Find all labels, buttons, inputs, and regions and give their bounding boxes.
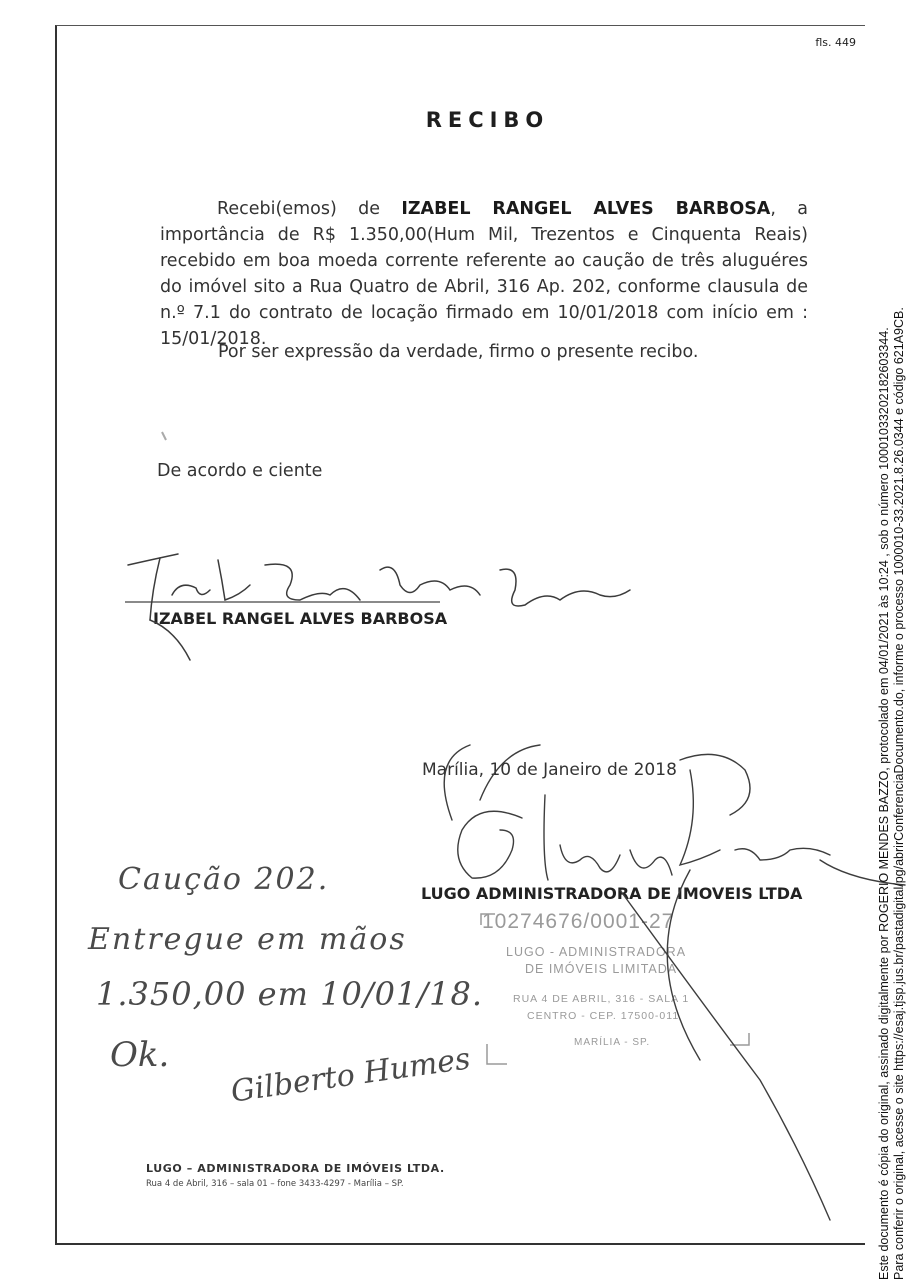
note-line3: 1.350,00 em 10/01/18. <box>96 975 484 1013</box>
tenant-signature <box>128 554 630 660</box>
stamp-line4: CENTRO - CEP. 17500-011 <box>527 1010 680 1022</box>
tenant-name-printed: IZABEL RANGEL ALVES BARBOSA <box>153 609 448 628</box>
side-notice-line2: Para conferir o original, acesse o site https://esaj.tjsp.jus.br/pastadigital/pg/abrirConferenciaDocumento.do, informe o processo 1000010-33.2021.8.26.0344 e código 621A9CB. <box>892 307 906 1280</box>
document-title: RECIBO <box>425 108 550 132</box>
company-signature <box>444 745 905 1220</box>
stamp-line1: LUGO - ADMINISTRADORA <box>506 945 687 959</box>
footer-address: Rua 4 de Abril, 316 – sala 01 – fone 3433-4297 - Marília – SP. <box>146 1179 404 1189</box>
note-signature: Gilberto Humes <box>228 1041 473 1110</box>
note-line2: Entregue em mãos <box>88 922 407 957</box>
stamp-line5: MARÍLIA - SP. <box>574 1037 651 1048</box>
place-date: Marília, 10 de Janeiro de 2018 <box>422 760 677 780</box>
received-prefix: Recebi(emos) de <box>217 199 380 219</box>
received-text: , a importância de R$ 1.350,00(Hum Mil, Trezentos e Cinquenta Reais) recebido em boa moeda corrente referente ao caução de três aluguéres do imóvel sito a Rua Quatro de Abril, 316 Ap. 202, conforme clausula de n.º 7.1 do contrato de locação firmado em 10/01/2018 com início em : 15/01/2018. <box>160 199 808 349</box>
stamp-line3: RUA 4 DE ABRIL, 316 - SALA 1 <box>513 993 690 1005</box>
note-line1: Caução 202. <box>118 862 330 897</box>
footer-company: LUGO – ADMINISTRADORA DE IMÓVEIS LTDA. <box>146 1162 445 1175</box>
note-line4: Ok. <box>110 1035 170 1075</box>
side-notice <box>877 10 907 1280</box>
company-name-printed: LUGO ADMINISTRADORA DE IMOVEIS LTDA <box>421 884 803 903</box>
truth-statement: Por ser expressão da verdade, firmo o presente recibo. <box>218 342 699 362</box>
stamp-line2: DE IMÓVEIS LIMITADA <box>525 962 678 976</box>
agreement-label: De acordo e ciente <box>157 461 323 481</box>
payer-name: IZABEL RANGEL ALVES BARBOSA <box>401 199 771 219</box>
stamp-cnpj: 10274676/0001-27 <box>482 910 675 933</box>
side-notice-line1: Este documento é cópia do original, assinado digitalmente por ROGERIO MENDES BAZZO, protocolado em 04/01/2021 às 10:24 , sob o número 10001033202182603344. <box>877 327 891 1280</box>
page-number: fls. 449 <box>815 36 856 49</box>
